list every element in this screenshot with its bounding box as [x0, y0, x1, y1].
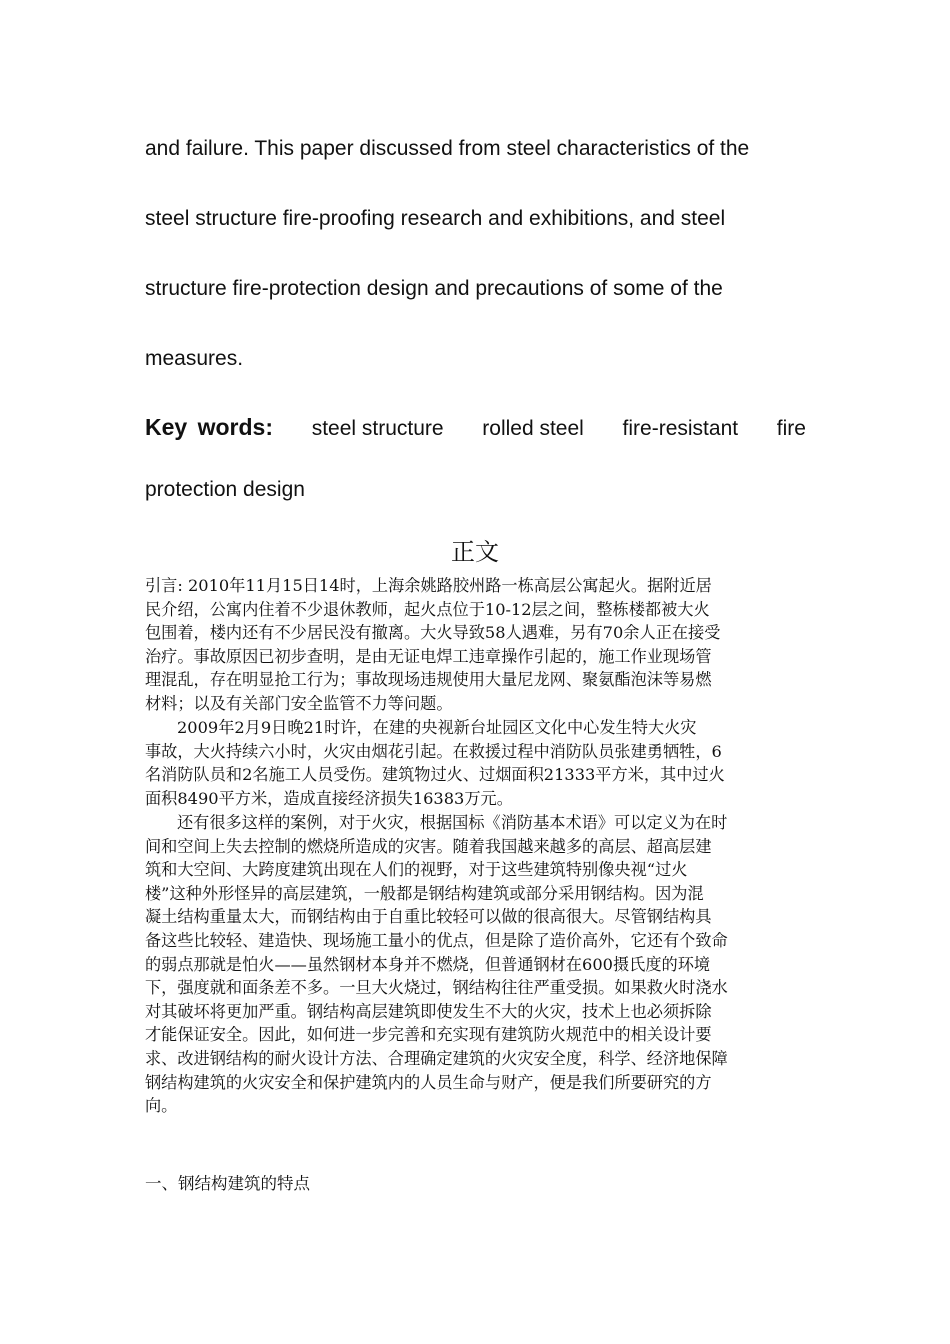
abstract-line: structure fire-protection design and precautions of some of the [145, 277, 723, 300]
paragraph-line: 2009年2月9日晚21时许，在建的央视新台址园区文化中心发生特大火灾 [177, 718, 697, 737]
paragraph-line [145, 574, 807, 598]
paragraph-cctv-fire [145, 716, 807, 810]
paragraph-line: 还有很多这样的案例，对于火灾，根据国标《消防基本术语》可以定义为在时 [177, 813, 728, 832]
paragraph-line: 间和空间上失去控制的燃烧所造成的灾害。随着我国越来越多的高层、超高层建 [145, 836, 712, 856]
paragraph-line: 钢结构建筑的火灾安全和保护建筑内的人员生命与财产，便是我们所要研究的方 [145, 1072, 712, 1092]
keyword-item: steel structure [311, 417, 444, 440]
paragraph-line: 求、改进钢结构的耐火设计方法、合理确定建筑的火灾安全度，科学、经济地保障 [145, 1048, 728, 1068]
paragraph-line: 备这些比较轻、建造快、现场施工量小的优点，但是除了造价高外，它还有个致命 [145, 930, 728, 950]
keyword-item: rolled steel [482, 417, 584, 440]
abstract-line: and failure. This paper discussed from steel characteristics of the [145, 137, 750, 160]
body-heading: 正文 [451, 538, 499, 566]
keywords-row [145, 414, 806, 446]
paragraph-line: 凝土结构重量太大，而钢结构由于自重比较轻可以做的很高很大。尽管钢结构具 [145, 907, 712, 927]
paragraph-line: 面积8490平方米，造成直接经济损失16383万元。 [145, 788, 513, 808]
keywords-label: Key words: [145, 414, 273, 440]
intro-lead-label: 引言 [145, 576, 178, 595]
paragraph-line: 才能保证安全。因此，如何进一步完善和充实现有建筑防火规范中的相关设计要 [145, 1025, 712, 1045]
section-heading: 一、钢结构建筑的特点 [145, 1174, 310, 1193]
paragraph-line: 下，强度就和面条差不多。一旦大火烧过，钢结构往往严重受损。如果救火时浇水 [145, 978, 728, 998]
paragraph-line: 材料；以及有关部门安全监管不力等问题。 [145, 693, 453, 713]
abstract-line: steel structure fire-proofing research and exhibitions, and steel [145, 207, 726, 230]
keyword-item: fire-resistant [622, 417, 739, 440]
keyword-item: fire [776, 417, 806, 440]
paragraph-line: 筑和大空间、大跨度建筑出现在人们的视野，对于这些建筑特别像央视“过火 [145, 860, 688, 880]
paragraph-introduction [145, 574, 807, 716]
keywords-continuation: protection design [145, 478, 305, 501]
paragraph-line: 事故，大火持续六小时，火灾由烟花引起。在救援过程中消防队员张建勇牺牲，6 [145, 741, 722, 761]
paragraph-line: 名消防队员和2名施工人员受伤。建筑物过火、过烟面积21333平方米，其中过火 [145, 765, 725, 785]
paragraph-steel-structures [145, 811, 807, 1118]
paragraph-line: 的弱点那就是怕火——虽然钢材本身并不燃烧，但普通钢材在600摄氏度的环境 [145, 954, 711, 974]
paragraph-line: 包围着，楼内还有不少居民没有撤离。大火导致58人遇难，另有70余人正在接受 [145, 623, 721, 643]
paragraph-line: 理混乱，存在明显抢工行为；事故现场违规使用大量尼龙网、聚氨酯泡沫等易燃 [145, 670, 712, 690]
paragraph-line: 对其破坏将更加严重。钢结构高层建筑即使发生不大的火灾，技术上也必须拆除 [145, 1001, 712, 1021]
paragraph-line: 向。 [145, 1096, 178, 1116]
abstract-line: measures. [145, 347, 244, 370]
paragraph-line: 楼”这种外形怪异的高层建筑，一般都是钢结构建筑或部分采用钢结构。因为混 [145, 883, 704, 903]
paragraph-line: 民介绍，公寓内住着不少退休教师，起火点位于10-12层之间，整栋楼都被大火 [145, 599, 710, 619]
paragraph-line-text: : 2010年11月15日14时，上海余姚路胶州路一栋高层公寓起火。据附近居 [177, 576, 712, 595]
paragraph-line: 治疗。事故原因已初步查明，是由无证电焊工违章操作引起的，施工作业现场管 [145, 646, 712, 666]
